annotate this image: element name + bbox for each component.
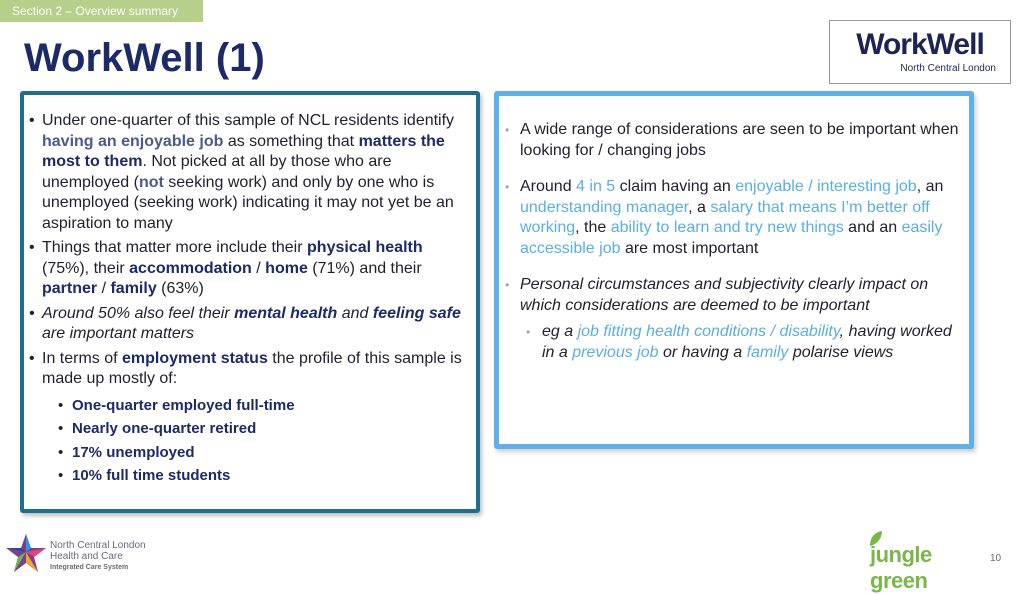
text: Personal circumstances and subjectivity clearly impact on which considerations are deemed to be important [520, 276, 929, 314]
jungle-green-logo [866, 530, 986, 593]
text: , a [688, 198, 711, 216]
text: as something that [223, 132, 359, 150]
highlight: understanding manager [520, 198, 689, 216]
page-number: 10 [990, 553, 1002, 564]
personal-sub-list [520, 322, 963, 363]
highlight: previous job [572, 343, 659, 361]
bullet-wide-range: • A wide range of considerations are seen to be important when looking for / changing jobs [499, 120, 963, 161]
highlight: 4 in 5 [576, 178, 616, 195]
text: (63%) [156, 280, 204, 297]
text: polarise views [788, 343, 894, 361]
logo-sub-text: North Central London [900, 63, 996, 74]
left-bullet-list [24, 95, 476, 488]
emphasis: not [138, 173, 164, 191]
emphasis: accommodation [129, 259, 252, 277]
text: (71%) and their [307, 259, 422, 277]
bullet-employment-status [24, 349, 468, 488]
bullet-enjoyable-job [24, 111, 468, 234]
text: , the [575, 219, 611, 236]
ncl-line-2: Health and Care [50, 551, 123, 562]
ncl-line-1: North Central London [50, 540, 146, 551]
text: are important matters [42, 325, 195, 342]
emphasis: physical health [307, 239, 423, 256]
section-tag: Section 2 – Overview summary [0, 0, 203, 22]
text: Under one-quarter of this sample of NCL residents identify [42, 112, 455, 129]
text: and [337, 304, 373, 322]
right-considerations-panel [494, 91, 974, 449]
text: or having a [658, 343, 747, 361]
emphasis: employment status [122, 349, 268, 367]
bullet-personal-circumstances [499, 275, 963, 363]
text: claim having an [615, 178, 736, 195]
emphasis: family [110, 280, 157, 297]
jungle-green-text: jungle green [870, 542, 932, 593]
text: In terms of [42, 349, 123, 367]
list-item [520, 322, 963, 363]
text: / [97, 280, 111, 297]
employment-sub-list [42, 394, 468, 488]
highlight: family [746, 343, 789, 361]
right-bullet-list [499, 96, 969, 363]
text: Around [520, 178, 577, 195]
list-item: • 10% full time students [58, 464, 468, 488]
emphasis: partner [42, 280, 98, 297]
bullet-four-in-five [499, 177, 963, 259]
ncl-health-care-logo [4, 532, 164, 574]
text: . Not picked at all by those who are unemployed ( [42, 153, 392, 191]
highlight: ability to learn and try new things [610, 219, 844, 236]
highlight: job fitting health conditions / disability [577, 323, 840, 340]
left-summary-panel [20, 91, 480, 513]
ncl-text-block [50, 540, 146, 573]
text: seeking work) and only by one who is unemployed (seeking work) indicating it may not yet be an aspiration to many [42, 173, 454, 232]
highlight: easily accessible job [520, 219, 943, 257]
emphasis: having an enjoyable job [42, 132, 224, 150]
workwell-logo [829, 20, 1011, 84]
text: Things that matter more include their [42, 239, 308, 256]
text: (75%), their [42, 259, 130, 277]
emphasis: home [265, 259, 308, 277]
logo-main-text: WorkWell [856, 28, 984, 61]
emphasis: feeling safe [372, 304, 461, 322]
page-title: WorkWell (1) [24, 36, 265, 80]
list-item: • One-quarter employed full-time [58, 394, 468, 418]
ncl-line-3: Integrated Care System [50, 564, 129, 571]
highlight: enjoyable / interesting job [735, 178, 917, 195]
text: / [251, 259, 266, 277]
bullet-things-that-matter [24, 238, 468, 300]
ncl-star-icon [4, 532, 48, 574]
text: , an [916, 178, 944, 195]
bullet-mental-health [24, 304, 468, 345]
text: , having worked in a [542, 323, 952, 361]
text: and an [843, 219, 902, 236]
emphasis: matters the most to them [42, 132, 445, 170]
text: are most important [620, 239, 759, 257]
list-item: • Nearly one-quarter retired [58, 417, 468, 441]
text: the profile of this sample is made up mostly of: [42, 349, 462, 387]
list-item: • 17% unemployed [58, 441, 468, 465]
highlight: salary that means I’m better off working [520, 198, 930, 236]
text: Around 50% also feel their [42, 304, 235, 322]
emphasis: mental health [234, 304, 338, 322]
text: eg a [542, 323, 578, 340]
